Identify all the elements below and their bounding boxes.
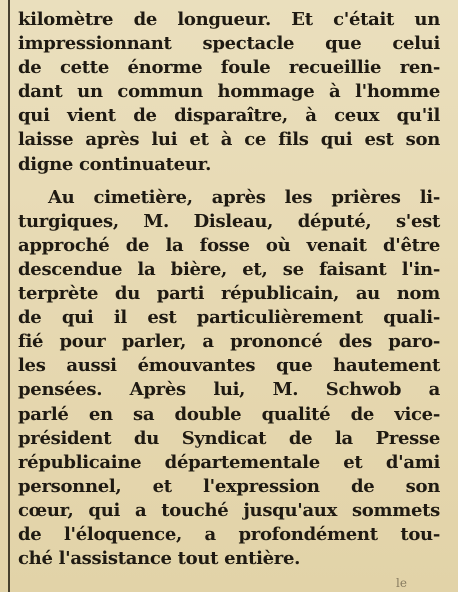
text-line: qui vient de disparaître, à ceux qu'il (18, 105, 440, 127)
text-line: de qui il est particulièrement quali- (18, 307, 440, 329)
text-line: ché l'assistance tout entière. (18, 548, 301, 570)
text-line: parlé en sa double qualité de vice- (18, 403, 440, 425)
text-line: président du Syndicat de la Presse (18, 427, 440, 449)
text-line: laisse après lui et à ce fils qui est son (18, 129, 440, 151)
text-line: digne continuateur. (18, 153, 212, 175)
text-line: fié pour parler, a prononcé des paro- (18, 331, 440, 353)
text-line: de l'éloquence, a profondément tou- (18, 523, 440, 545)
article-column (18, 8, 440, 571)
text-line: terprète du parti républicain, au nom (18, 283, 440, 305)
text-line: républicaine départementale et d'ami (18, 451, 440, 473)
text-line: kilomètre de longueur. Et c'était un (18, 9, 440, 30)
text-line: les aussi émouvantes que hautement (18, 355, 440, 377)
text-line: cœur, qui a touché jusqu'aux sommets (18, 499, 440, 521)
text-line: impressionnant spectacle que celui (18, 33, 440, 55)
text-line: de cette énorme foule recueillie ren- (18, 57, 440, 79)
text-line: turgiques, M. Disleau, député, s'est (18, 210, 440, 232)
bottom-text-fragment: le (396, 576, 407, 590)
column-rule (8, 0, 10, 592)
text-line: approché de la fosse où venait d'être (18, 234, 440, 256)
text-line: dant un commun hommage à l'homme (18, 81, 440, 103)
text-line: pensées. Après lui, M. Schwob a (18, 379, 440, 401)
paragraph-1 (18, 8, 440, 177)
text-line: personnel, et l'expression de son (18, 475, 440, 497)
text-line: descendue la bière, et, se faisant l'in- (18, 258, 440, 280)
text-line: Au cimetière, après les prières li- (48, 186, 440, 208)
paragraph-2 (18, 186, 440, 572)
